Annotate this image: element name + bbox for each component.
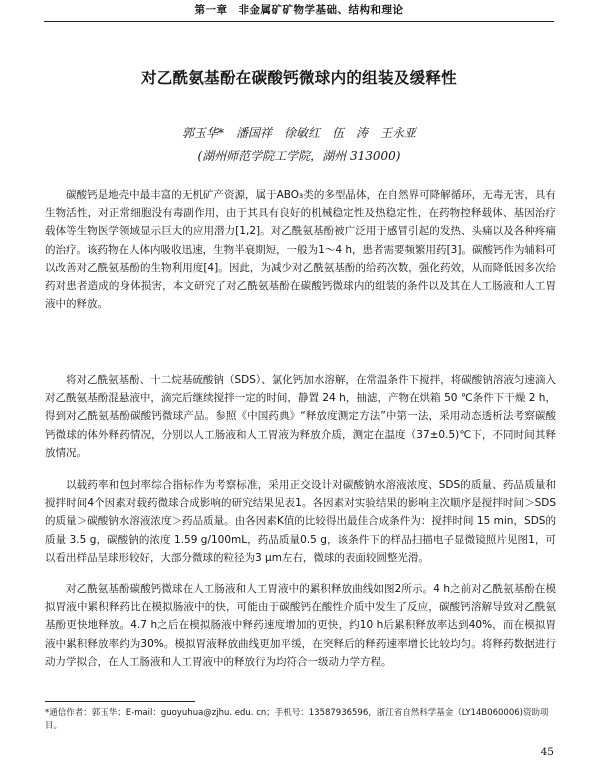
footnote-rule: [45, 701, 195, 702]
body-paragraph-methods: 将对乙酰氨基酚、十二烷基硫酸钠（SDS）、氯化钙加水溶解，在常温条件下搅拌，将碳酸钠溶液匀速滴入对乙酰氨基酚混悬液中，滴完后继续搅拌一定的时间，静置 24 h，抽滤，产物在烘箱 50 ℃条件下干燥 2 h，得到对乙酰氨基酚碳酸钙微球产品。参照《中国药典》“释放度测定方法”中第一法，采用动态透析法考察碳酸钙微球的体外释药情况，分别以人工肠液和人工胃液为释放介质，测定在温度（37±0.5)℃下，不同时间其释放情况。: [45, 374, 556, 459]
body-paragraph-results: 以载药率和包封率综合指标作为考察标准，采用正交设计对碳酸钠水溶液浓度、SDS的质量、药品质量和搅拌时间4个因素对载药微球合成影响的研究结果见表1。各因素对实验结果的影响主次顺序是搅拌时间＞SDS的质量＞碳酸钠水溶液浓度＞药品质量。由各因素K值的比较得出最佳合成条件为：搅拌时间 15 min，SDS的质量 3.5 g，碳酸钠的浓度 1.59 g/100mL，药品质量0.5 g，该条件下的样品扫描电子显微镜照片见图1，可以看出样品呈球形较好，大部分微球的粒径为3 μm左右，微球的表面较圆整光滑。: [45, 479, 556, 564]
running-header: 第一章 非金属矿矿物学基础、结构和理论: [194, 4, 404, 16]
page-number: 45: [540, 746, 554, 758]
body-paragraph-release: 对乙酰氨基酚碳酸钙微球在人工肠液和人工胃液中的累积释放曲线如图2所示。4 h之前对乙酰氨基酚在模拟胃液中累积释药比在模拟肠液中的快，可能由于碳酸钙在酸性介质中发生了反应，碳酸钙溶解导致对乙酰氨基酚更快地释放。4.7 h之后在模拟肠液中释药速度增加的更快，约10 h后累积释放率达到40%，而在模拟胃液中累积释放率约为30%。模拟胃液释放曲线更加平缓，在突释后的释药速率增长比较均匀。将释药数据进行动力学拟合，在人工肠液和人工胃液中的释放行为均符合一级动力学方程。: [45, 583, 556, 668]
author-affiliation: (湖州师范学院工学院，湖州 313000): [197, 149, 401, 163]
paper-title: 对乙酰氨基酚在碳酸钙微球内的组装及缓释性: [140, 69, 457, 87]
body-paragraph-intro: 碳酸钙是地壳中最丰富的无机矿产资源，属于ABO₃类的多型晶体，在自然界可降解循环，无毒无害，具有生物活性，对正常细胞没有毒副作用，由于其具有良好的机械稳定性及热稳定性，在药物控释载体、基因治疗载体等生物医学领域显示巨大的应用潜力[1,2]。对乙酰氨基酚被广泛用于感冒引起的发热、头痛以及各种疼痛的治疗。该药物在人体内吸收迅速，生物半衰期短，一般为1～4 h，患者需要频繁用药[3]。碳酸钙作为辅料可以改善对乙酰氨基酚的生物利用度[4]。因此，为减少对乙酰氨基酚的给药次数，强化药效，从而降低因多次给药对患者造成的身体损害，本文研究了对乙酰氨基酚在碳酸钙微球内的组装的条件以及其在人工肠液和人工胃液中的释放。: [45, 189, 556, 311]
footnote: *通信作者：郭玉华；E-mail：guoyuhua@zjhu. edu. cn；手机号：13587936596，浙江省自然科学基金（LY14B060006)资助项目。: [45, 708, 549, 731]
author-list: 郭玉华* 潘国祥 徐敏红 伍 涛 王永亚: [181, 126, 416, 140]
header-rule: [44, 21, 554, 22]
